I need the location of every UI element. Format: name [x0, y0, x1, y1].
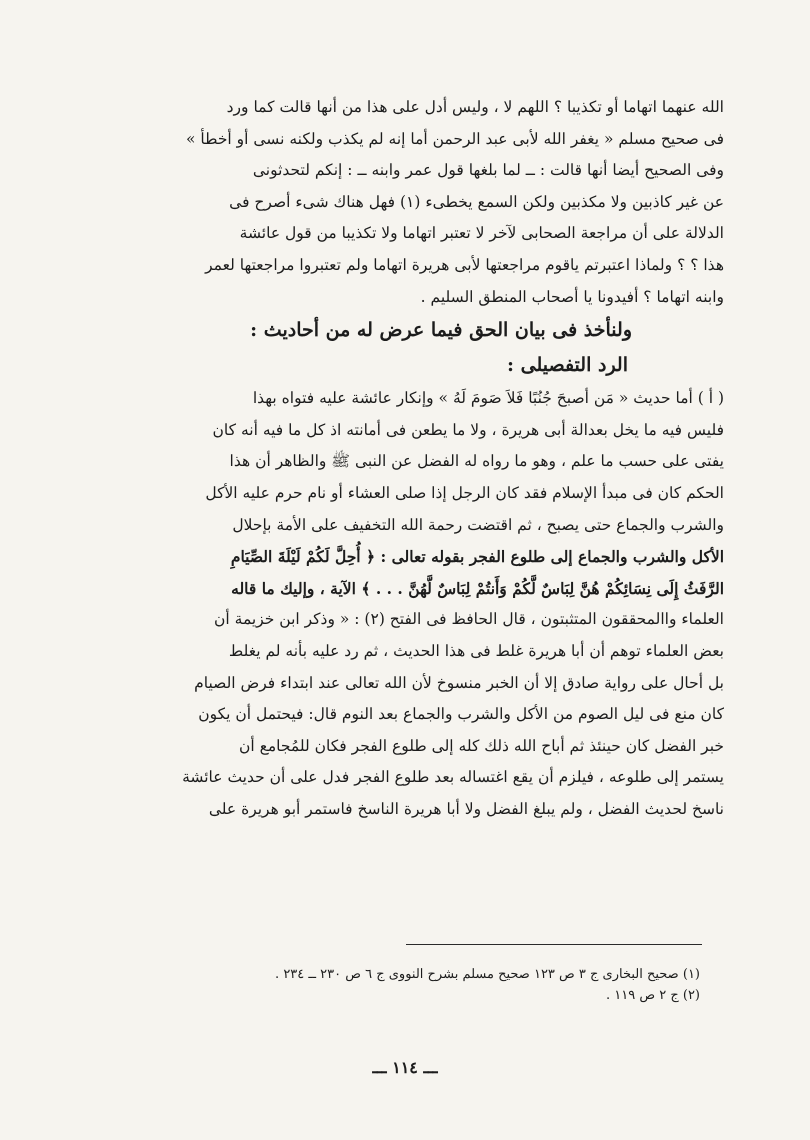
- paragraph-line: عن غير كاذبين ولا مكذبين ولكن السمع يخطىء (١) فهل هناك شىء أصرح فى: [229, 192, 724, 211]
- detail-line: كان منع فى ليل الصوم من الأكل والشرب والجماع بعد النوم قال: فيحتمل أن يكون: [198, 705, 724, 724]
- footnotes: [130, 964, 700, 1006]
- section-heading: ولنأخذ فى بيان الحق فيما عرض له من أحاديث :: [250, 319, 632, 342]
- footnote-separator: [406, 944, 702, 945]
- detail-line: والشرب والجماع حتى يصبح ، ثم اقتضت رحمة الله التخفيف على الأمة بإحلال: [232, 515, 724, 534]
- paragraph-line: الدلالة على أن مراجعة الصحابى لآخر لا تعتبر اتهاما ولا تكذيبا من قول عائشة: [239, 224, 724, 243]
- detail-line: يستمر إلى طلوعه ، فيلزم أن يقع اغتساله بعد طلوع الفجر فدل على أن حديث عائشة: [182, 768, 724, 787]
- body-text: [76, 92, 724, 825]
- page-number: ـــ ١١٤ ـــ: [372, 1058, 438, 1077]
- footnote-2: (٢) ج ٢ ص ١١٩ .: [606, 988, 700, 1003]
- detail-line: خبر الفضل كان حينئذ ثم أباح الله ذلك كله إلى طلوع الفجر فكان للمُجامع أن: [239, 736, 724, 755]
- subsection-heading: الرد التفصيلى :: [506, 354, 628, 377]
- paragraph-line: الله عنهما اتهاما أو تكذيبا ؟ اللهم لا ، وليس أدل على هذا من أنها قالت كما ورد: [226, 98, 724, 116]
- detail-line: بل أحال على رواية صادق إلا أن الخبر منسوخ لأن الله تعالى عند ابتداء فرض الصيام: [194, 673, 724, 692]
- detail-line: الأكل والشرب والجماع إلى طلوع الفجر بقوله تعالى : ﴿ أُحِلَّ لَكُمْ لَيْلَةَ الصِّيَامِ: [230, 547, 724, 567]
- detail-line: الحكم كان فى مبدأ الإسلام فقد كان الرجل إذا صلى العشاء أو نام حرم عليه الأكل: [205, 483, 724, 502]
- detail-line: الرَّفَثُ إِلَى نِسَائِكُمْ هُنَّ لِبَاسٌ لَّكُمْ وَأَنتُمْ لِبَاسٌ لَّهُنَّ . . . ﴾ الآية ، وإليك ما قاله: [231, 578, 724, 598]
- detail-line: ( أ ) أما حديث « مَن أصبحَ جُنُبًا فَلاَ صَومَ لَهُ » وإنكار عائشة عليه فتواه بهذا: [252, 389, 724, 408]
- paragraph-line: وابنه اتهاما ؟ أفيدونا يا أصحاب المنطق السليم .: [420, 287, 724, 306]
- paragraph-line: وفى الصحيح أيضا أنها قالت : ــ لما بلغها قول عمر وابنه ــ : إنكم لتحدثونى: [252, 161, 724, 180]
- detail-line: فليس فيه ما يخل بعدالة أبى هريرة ، ولا ما يطعن فى أمانته اذ كل ما فيه أنه كان: [212, 420, 724, 439]
- footnote-1: (١) صحيح البخارى ج ٣ ص ١٢٣ صحيح مسلم بشرح النووى ج ٦ ص ٢٣٠ ــ ٢٣٤ .: [275, 967, 700, 982]
- detail-line: بعض العلماء توهم أن أبا هريرة غلط فى هذا الحديث ، ثم رد عليه بأنه لم يغلط: [228, 641, 724, 660]
- detail-line: العلماء واالمحققون المتثبتون ، قال الحافظ فى الفتح (٢) : « وذكر ابن خزيمة أن: [214, 610, 724, 629]
- detail-line: ناسخ لحديث الفضل ، ولم يبلغ الفضل ولا أبا هريرة الناسخ فاستمر أبو هريرة على: [208, 799, 724, 818]
- paragraph-line: فى صحيح مسلم « يغفر الله لأبى عبد الرحمن أما إنه لم يكذب ولكنه نسى أو أخطأ »: [185, 129, 724, 148]
- paragraph-line: هذا ؟ ؟ ولماذا اعتبرتم ياقوم مراجعتها لأبى هريرة اتهاما ولم تعتبروا مراجعتها لعمر: [205, 255, 724, 274]
- detail-line: يفتى على حسب ما علم ، وهو ما رواه له الفضل عن النبى ﷺ والظاهر أن هذا: [229, 452, 724, 471]
